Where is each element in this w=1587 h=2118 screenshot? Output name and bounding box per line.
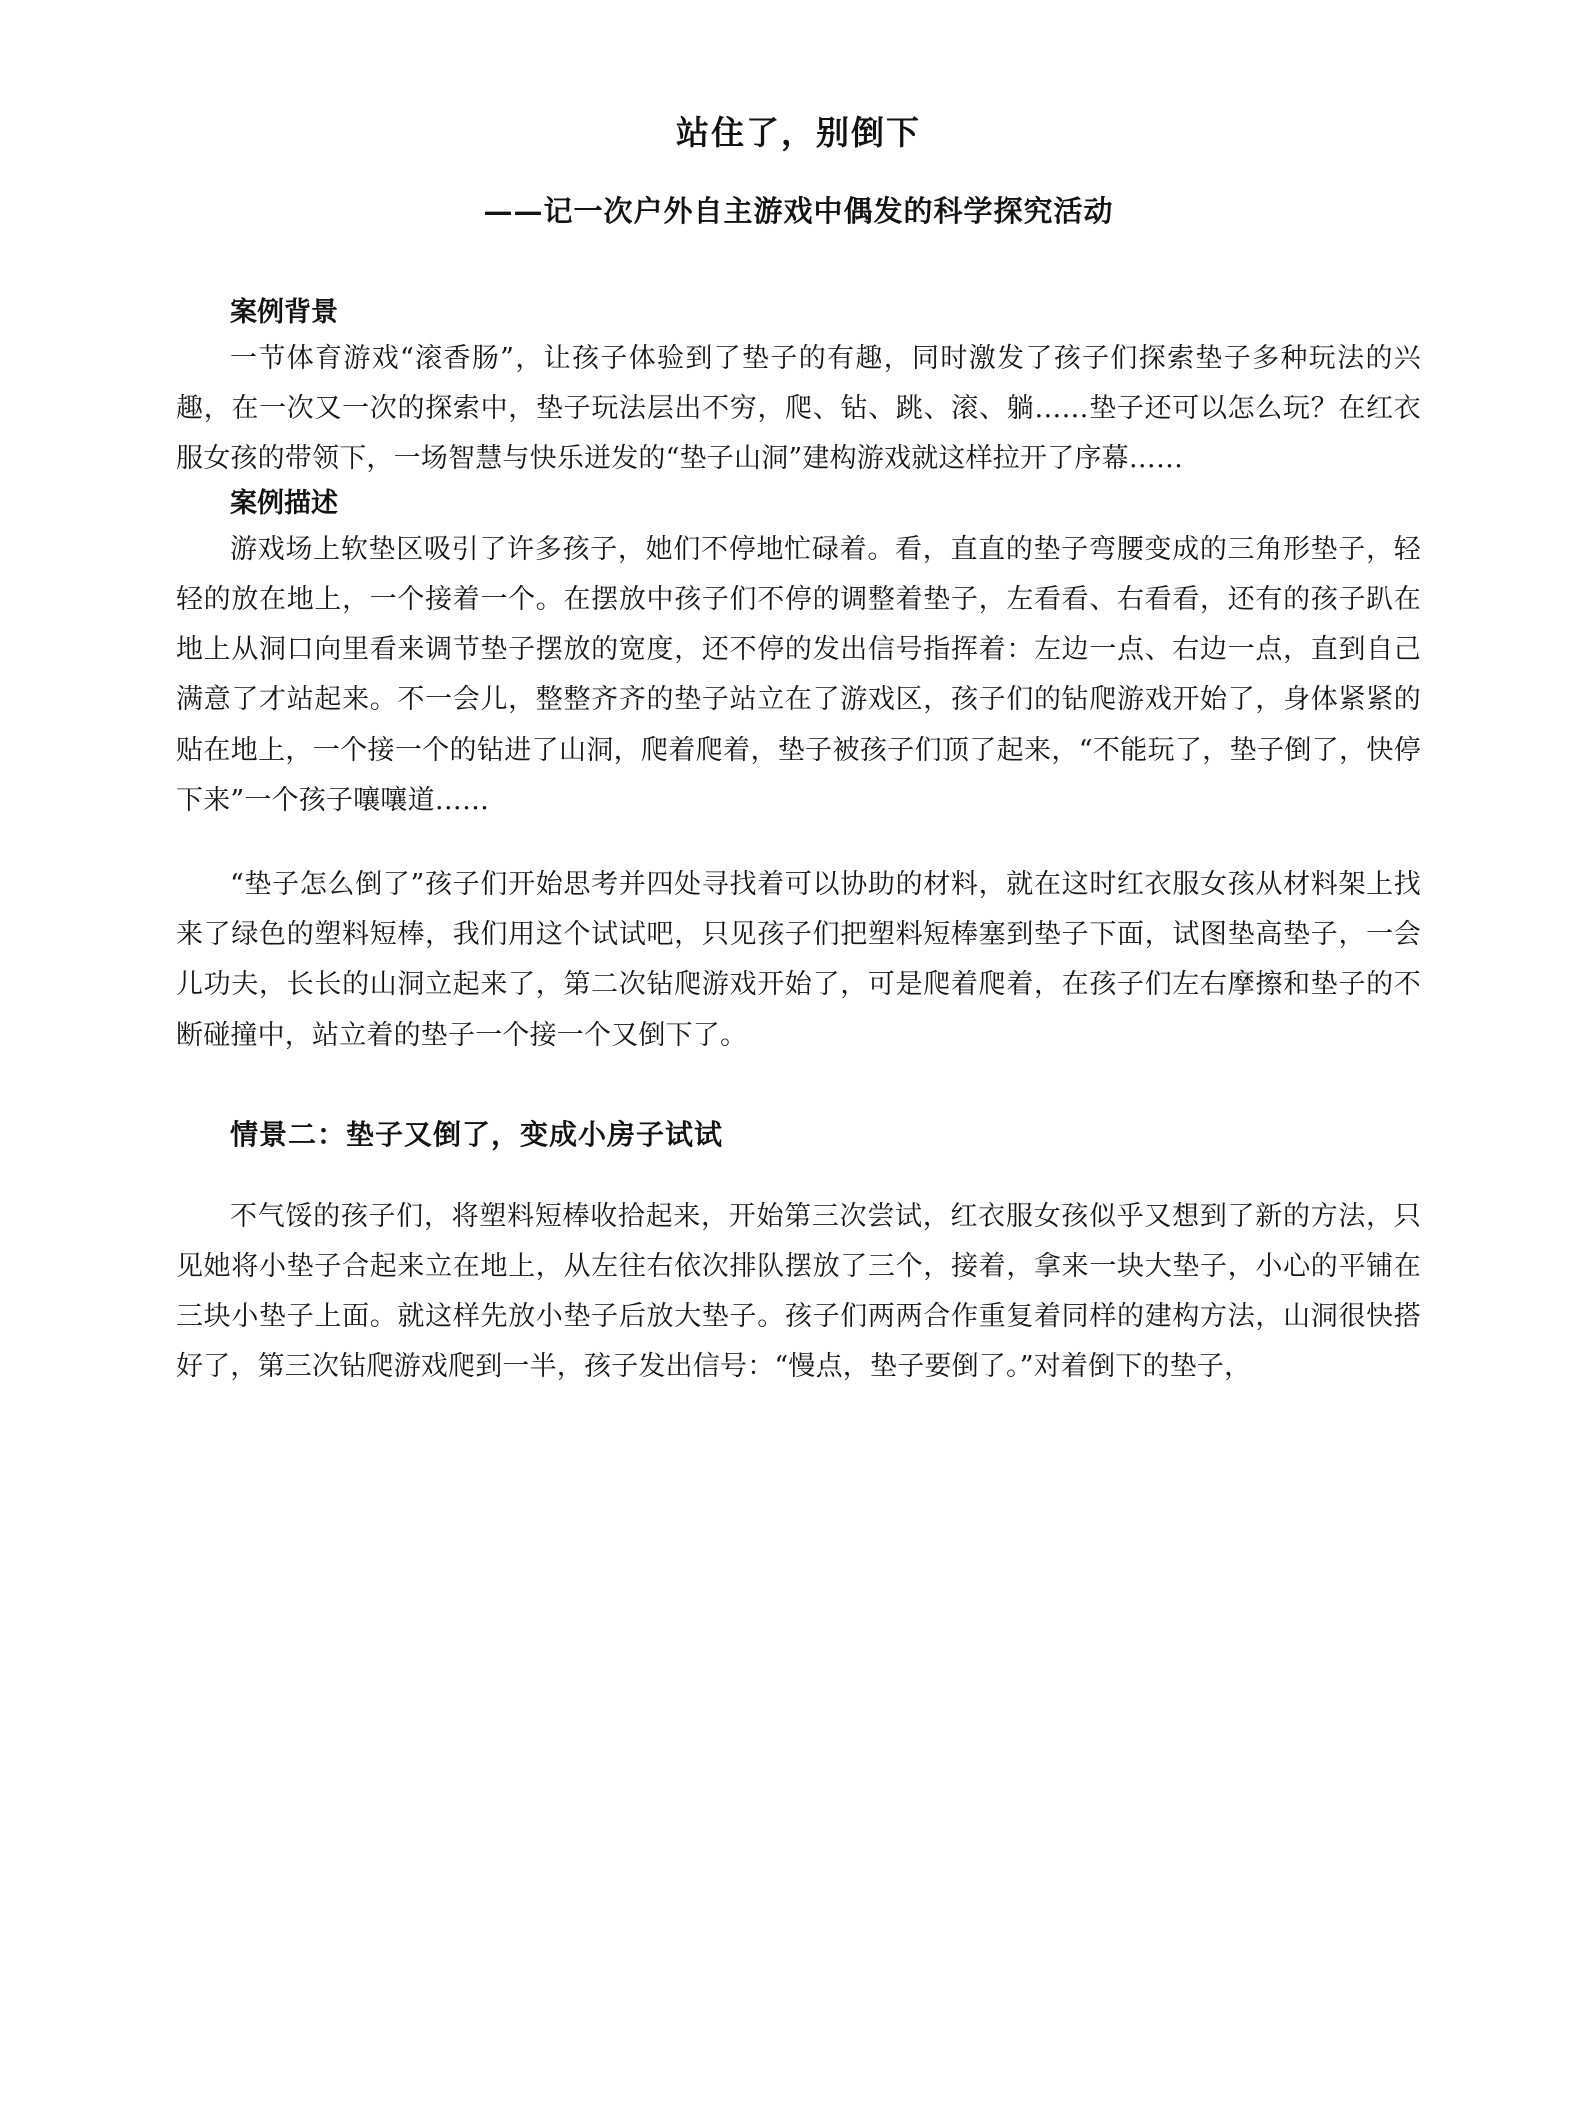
scene-heading-two: 情景二：垫子又倒了，变成小房子试试: [230, 1117, 724, 1151]
spacer-before-scene-heading: [176, 1061, 1421, 1113]
paragraph-case-background-1: 一节体育游戏“滚香肠”，让孩子体验到了垫子的有趣，同时激发了孩子们探索垫子多种玩法的兴趣，在一次又一次的探索中，垫子玩法层出不穷，爬、钻、跳、滚、躺……垫子还可以怎么玩？在红衣服女孩的带领下，一场智慧与快乐迸发的“垫子山洞”建构游戏就这样拉开了序幕……: [176, 342, 1421, 474]
spacer-after-subtitle: [176, 233, 1421, 293]
document-content: [176, 0, 1421, 1393]
spacer-after-scene-heading: [176, 1158, 1421, 1192]
section-heading-case-background: 案例背景: [230, 297, 338, 328]
document-title: 站住了，别倒下: [676, 113, 921, 152]
paragraph-case-description-1: 游戏场上软垫区吸引了许多孩子，她们不停地忙碌着。看，直直的垫子弯腰变成的三角形垫子，轻轻的放在地上，一个接着一个。在摆放中孩子们不停的调整着垫子，左看看、右看看，还有的孩子趴在地上从洞口向里看来调节垫子摆放的宽度，还不停的发出信号指挥着：左边一点、右边一点，直到自己满意了才站起来。不一会儿，整整齐齐的垫子站立在了游戏区，孩子们的钻爬游戏开始了，身体紧紧的贴在地上，一个接一个的钻进了山洞，爬着爬着，垫子被孩子们顶了起来，“不能玩了，垫子倒了，快停下来”一个孩子嚷嚷道……: [176, 533, 1421, 816]
paragraph-case-description-2: “垫子怎么倒了”孩子们开始思考并四处寻找着可以协助的材料，就在这时红衣服女孩从材料架上找来了绿色的塑料短棒，我们用这个试试吧，只见孩子们把塑料短棒塞到垫子下面，试图垫高垫子，一会儿功夫，长长的山洞立起来了，第二次钻爬游戏开始了，可是爬着爬着，在孩子们左右摩擦和垫子的不断碰撞中，站立着的垫子一个接一个又倒下了。: [176, 868, 1421, 1051]
section-heading-case-description: 案例描述: [230, 488, 338, 520]
paragraph-scene-two-1: 不气馁的孩子们，将塑料短棒收拾起来，开始第三次尝试，红衣服女孩似乎又想到了新的方法，只见她将小垫子合起来立在地上，从左往右依次排队摆放了三个，接着，拿来一块大垫子，小心的平铺在三块小垫子上面。就这样先放小垫子后放大垫子。孩子们两两合作重复着同样的建构方法，山洞很快搭好了，第三次钻爬游戏爬到一半，孩子发出信号：“慢点，垫子要倒了。”对着倒下的垫子，: [176, 1200, 1421, 1383]
spacer-between-paragraphs: [176, 826, 1421, 860]
document-subtitle: ——记一次户外自主游戏中偶发的科学探究活动: [483, 193, 1114, 228]
